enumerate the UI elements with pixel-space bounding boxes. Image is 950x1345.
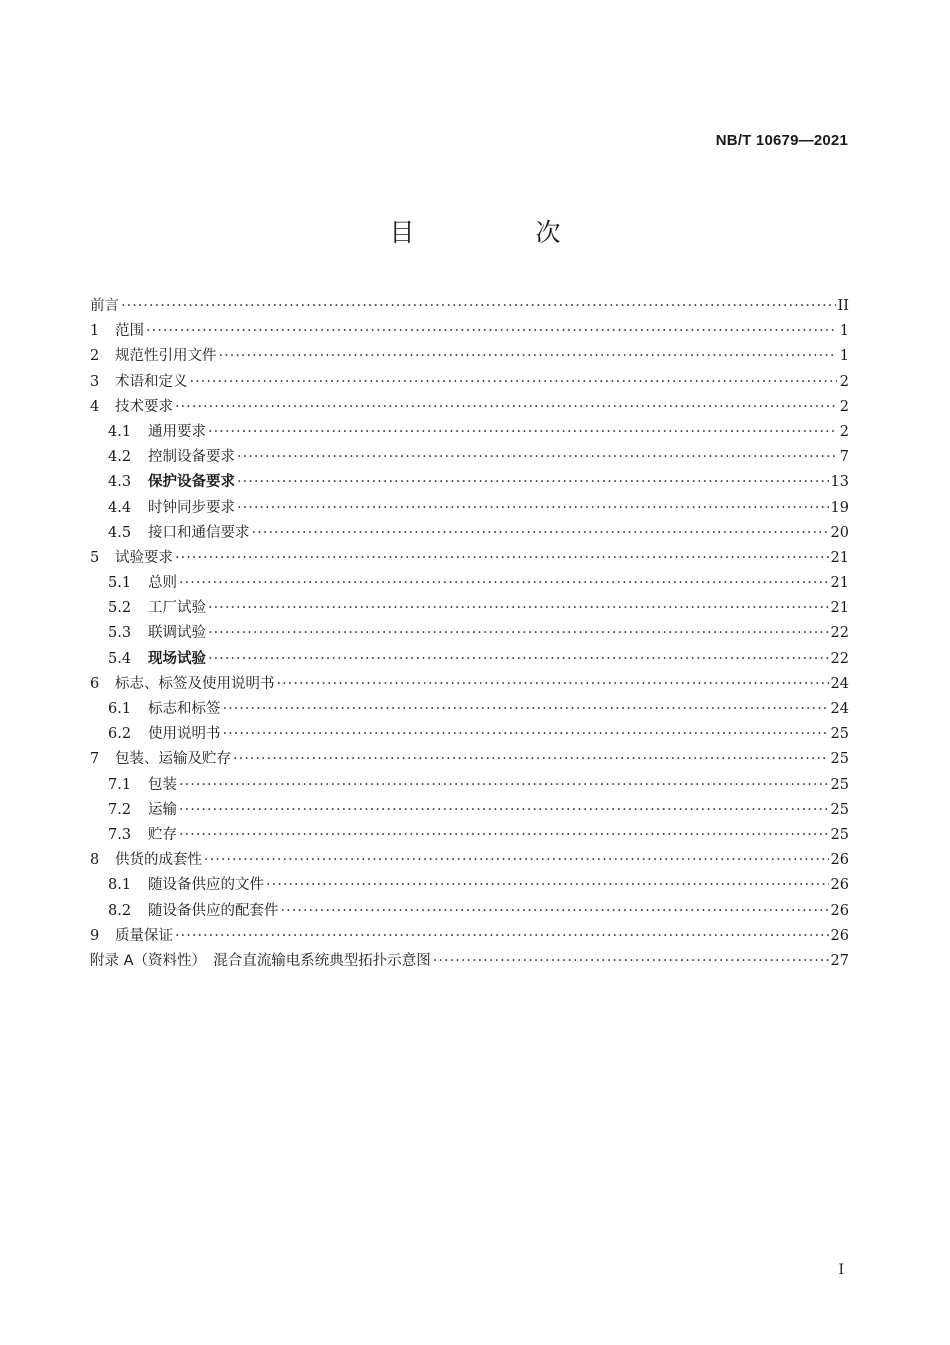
toc-entry-label: 技术要求 (115, 398, 173, 415)
toc-entry-label: 工厂试验 (148, 600, 206, 617)
toc-leader-dots (179, 571, 829, 596)
toc-leader-dots (208, 596, 829, 621)
toc-entry-page: 2 (839, 423, 849, 440)
toc-entry[interactable] (90, 899, 849, 924)
toc-entry-label: 随设备供应的文件 (148, 877, 264, 894)
toc-entry-label: 通用要求 (148, 423, 206, 440)
toc-entry-number: 6 (90, 675, 100, 692)
toc-leader-dots (233, 747, 829, 772)
toc-entry-page: 1 (839, 323, 849, 340)
toc-leader-dots (266, 873, 829, 898)
toc-entry[interactable] (90, 823, 849, 848)
toc-leader-dots (252, 521, 829, 546)
toc-entry[interactable] (90, 773, 849, 798)
toc-entry-page: 26 (830, 902, 849, 919)
toc-leader-dots (204, 848, 829, 873)
toc-leader-dots (223, 722, 829, 747)
toc-entry-label: 时钟同步要求 (148, 499, 235, 516)
toc-entry[interactable] (90, 647, 849, 672)
toc-entry-number: 4.1 (108, 423, 132, 440)
toc-leader-dots (433, 949, 829, 974)
toc-entry[interactable] (90, 546, 849, 571)
toc-leader-dots (223, 697, 829, 722)
toc-entry-label: 保护设备要求 (148, 474, 235, 491)
toc-entry-page: 2 (839, 398, 849, 415)
toc-entry-page: 25 (830, 776, 849, 793)
toc-entry-number: 4.5 (108, 524, 132, 541)
toc-entry-label: 供货的成套性 (115, 852, 202, 869)
toc-entry-label: 前言 (90, 298, 119, 314)
toc-entry-page: 27 (830, 952, 849, 969)
toc-entry[interactable] (90, 722, 849, 747)
toc-entry-number: 4.2 (108, 449, 132, 466)
toc-entry-label: 随设备供应的配套件 (148, 902, 279, 919)
toc-entry-label: 术语和定义 (115, 373, 188, 390)
toc-entry-page: 26 (830, 877, 849, 894)
toc-entry-number: 4.3 (108, 474, 132, 491)
toc-leader-dots (281, 899, 829, 924)
toc-entry[interactable] (90, 697, 849, 722)
toc-leader-dots (237, 445, 837, 470)
toc-entry-label: 包装、运输及贮存 (115, 751, 231, 768)
toc-entry-page: 21 (830, 600, 849, 617)
toc-entry-page: 22 (830, 625, 849, 642)
toc-entry-page: 25 (830, 726, 849, 743)
page-title: 目 次 (389, 218, 609, 247)
standard-number: NB/T 10679—2021 (715, 132, 848, 149)
toc-entry[interactable] (90, 470, 849, 495)
toc-entry-page: 25 (830, 826, 849, 843)
toc-entry[interactable] (90, 798, 849, 823)
toc-entry-number: 5.2 (108, 600, 132, 617)
toc-leader-dots (219, 344, 838, 369)
toc-entry[interactable] (90, 924, 849, 949)
toc-entry-page: 2 (839, 373, 849, 390)
toc-entry[interactable] (90, 370, 849, 395)
toc-entry-label: 规范性引用文件 (115, 348, 217, 365)
toc-entry-number: 5.1 (108, 575, 132, 592)
toc-leader-dots (146, 319, 837, 344)
toc-entry-number: 6.2 (108, 726, 132, 743)
toc-entry-number: 7.2 (108, 801, 132, 818)
toc-entry-page: 21 (830, 575, 849, 592)
toc-entry-number: 7.1 (108, 776, 132, 793)
toc-entry-page: 26 (830, 852, 849, 869)
toc-entry-page: 24 (830, 701, 849, 717)
toc-entry-page: 24 (830, 675, 849, 692)
toc-entry-page: 22 (830, 650, 849, 667)
toc-entry[interactable] (90, 445, 849, 470)
toc-entry-number: 7 (90, 751, 100, 768)
toc-leader-dots (208, 647, 829, 672)
toc-entry-page: 13 (830, 474, 849, 491)
toc-entry-page: 7 (839, 449, 849, 466)
toc-entry-number: 8 (90, 852, 100, 869)
toc-entry[interactable] (90, 949, 849, 974)
toc-entry-number: 4 (90, 398, 100, 415)
toc-entry[interactable] (90, 596, 849, 621)
toc-leader-dots (121, 294, 836, 319)
toc-leader-dots (175, 395, 837, 420)
toc-entry-label: 运输 (148, 801, 177, 818)
toc-entry-number: 6.1 (108, 701, 132, 717)
toc-leader-dots (208, 420, 837, 445)
toc-entry-number: 7.3 (108, 826, 132, 843)
toc-entry[interactable] (90, 571, 849, 596)
toc-entry-label: 联调试验 (148, 625, 206, 642)
toc-entry-page: 21 (830, 549, 849, 566)
toc-entry-page: 25 (830, 751, 849, 768)
toc-entry-label: 接口和通信要求 (148, 524, 250, 541)
toc-entry-label: 标志、标签及使用说明书 (115, 675, 275, 692)
toc-entry-number: 3 (90, 373, 100, 390)
toc-entry-label: 现场试验 (148, 650, 206, 667)
toc-leader-dots (179, 798, 829, 823)
toc-entry-number: 9 (90, 927, 100, 944)
toc-entry-number: 8.1 (108, 877, 132, 894)
table-of-contents (90, 294, 849, 974)
toc-entry-page: 26 (830, 927, 849, 944)
toc-entry[interactable] (90, 344, 849, 369)
toc-entry-label: 使用说明书 (148, 726, 221, 743)
toc-entry[interactable] (90, 420, 849, 445)
toc-entry[interactable] (90, 873, 849, 898)
toc-entry-number: 4.4 (108, 499, 132, 516)
toc-entry[interactable] (90, 621, 849, 646)
toc-entry-number: 2 (90, 348, 100, 365)
toc-entry-page: 19 (830, 499, 849, 516)
toc-leader-dots (190, 370, 838, 395)
toc-entry-label: 总则 (148, 575, 177, 592)
toc-entry[interactable] (90, 521, 849, 546)
toc-entry-label: 贮存 (148, 826, 177, 843)
toc-entry-label: 控制设备要求 (148, 449, 235, 466)
toc-leader-dots (237, 470, 829, 495)
toc-leader-dots (175, 924, 829, 949)
toc-entry[interactable] (90, 395, 849, 420)
toc-entry[interactable] (90, 496, 849, 521)
page-number: I (838, 1262, 844, 1278)
toc-entry-page: 25 (830, 801, 849, 818)
toc-entry-label: 试验要求 (115, 549, 173, 566)
toc-entry[interactable] (90, 294, 849, 319)
toc-entry[interactable] (90, 848, 849, 873)
toc-entry-label: 包装 (148, 776, 177, 793)
toc-entry-number: 1 (90, 323, 100, 340)
toc-leader-dots (237, 496, 829, 521)
toc-leader-dots (175, 546, 829, 571)
toc-entry[interactable] (90, 672, 849, 697)
toc-leader-dots (277, 672, 829, 697)
toc-entry-label: 标志和标签 (148, 701, 221, 717)
toc-entry-number: 5.3 (108, 625, 132, 642)
toc-entry-page: 1 (839, 348, 849, 365)
toc-entry-label: 质量保证 (115, 927, 173, 944)
toc-entry-number: 8.2 (108, 902, 132, 919)
toc-leader-dots (179, 823, 829, 848)
toc-leader-dots (179, 773, 829, 798)
toc-entry-number: 5.4 (108, 650, 132, 667)
toc-entry-page: II (837, 298, 849, 314)
toc-leader-dots (208, 621, 829, 646)
toc-entry[interactable] (90, 747, 849, 772)
toc-entry-page: 20 (830, 524, 849, 541)
toc-entry-number: 5 (90, 549, 100, 566)
toc-entry[interactable] (90, 319, 849, 344)
toc-entry-label: 范围 (115, 323, 144, 340)
toc-entry-label: 附录 A（资料性） 混合直流输电系统典型拓扑示意图 (90, 952, 431, 969)
